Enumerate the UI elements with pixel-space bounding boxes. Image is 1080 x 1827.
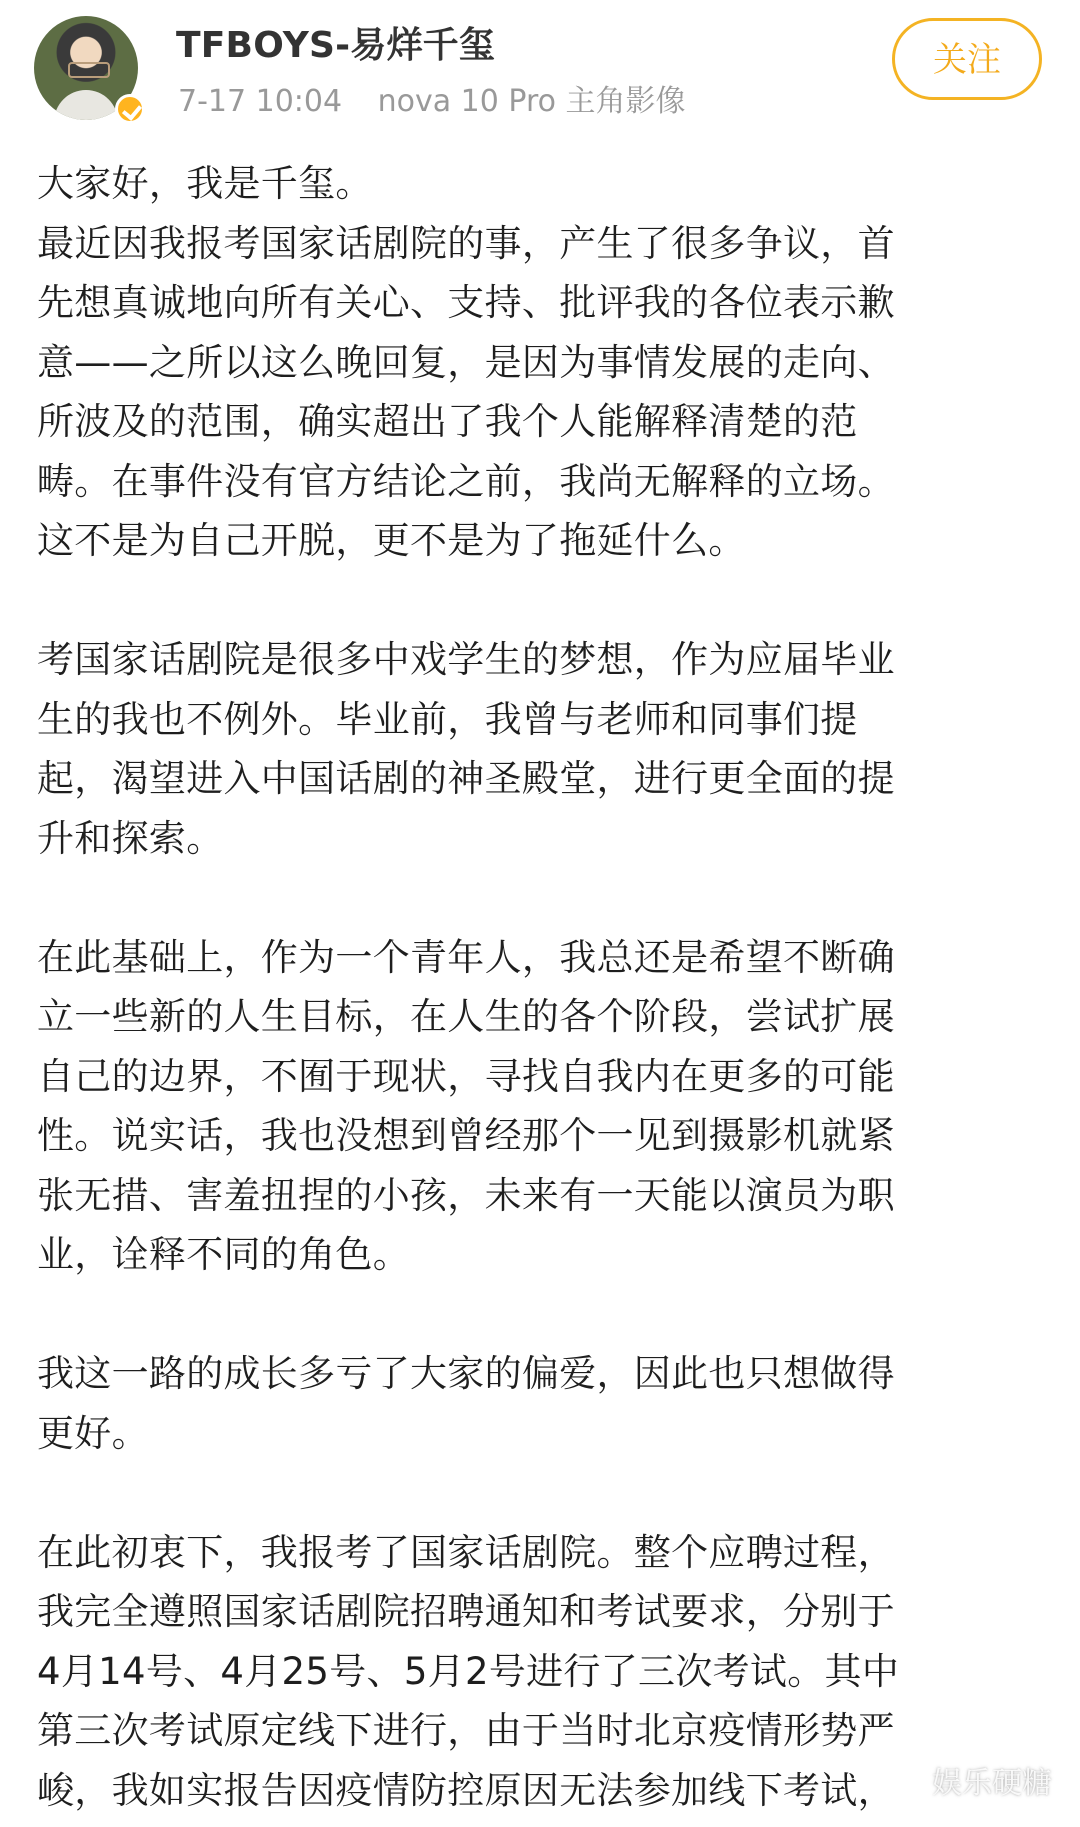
text-line: 生的我也不例外。毕业前，我曾与老师和同事们提	[37, 697, 858, 741]
text-line: 畴。在事件没有官方结论之前，我尚无解释的立场。	[37, 459, 895, 503]
post-device: nova 10 Pro 主角影像	[377, 84, 686, 119]
text-line: 我完全遵照国家话剧院招聘通知和考试要求，分别于	[37, 1590, 895, 1633]
text-line: 升和探索。	[37, 816, 224, 860]
paragraph	[37, 1344, 1043, 1463]
text-line: 最近因我报考国家话剧院的事，产生了很多争议，首	[37, 221, 895, 265]
text-line: 立一些新的人生目标，在人生的各个阶段，尝试扩展	[37, 995, 895, 1038]
text-line: 更好。	[37, 1411, 149, 1455]
text-line: 第三次考试原定线下进行，由于当时北京疫情形势严	[37, 1709, 895, 1752]
text-line: 先想真诚地向所有关心、支持、批评我的各位表示歉	[37, 281, 895, 324]
text-line: 在此基础上，作为一个青年人，我总还是希望不断确	[37, 935, 895, 979]
text-line: 4月14号、4月25号、5月2号进行了三次考试。其中	[37, 1649, 900, 1693]
text-line: 考国家话剧院是很多中戏学生的梦想，作为应届毕业	[37, 638, 895, 681]
verified-badge-icon	[115, 94, 145, 124]
text-line: 我这一路的成长多亏了大家的偏爱，因此也只想做得	[37, 1352, 895, 1395]
paragraph	[37, 1523, 1043, 1821]
paragraph	[37, 154, 1043, 571]
text-line: 意——之所以这么晚回复，是因为事情发展的走向、	[37, 340, 895, 384]
text-line: 自己的边界，不囿于现状，寻找自我内在更多的可能	[37, 1054, 895, 1098]
text-line: 起，渴望进入中国话剧的神圣殿堂，进行更全面的提	[37, 757, 895, 800]
watermark: 娱乐硬糖	[932, 1766, 1052, 1801]
text-line: 张无措、害羞扭捏的小孩，未来有一天能以演员为职	[37, 1173, 895, 1217]
text-line: 这不是为自己开脱，更不是为了拖延什么。	[37, 519, 746, 562]
text-line: 业，诠释不同的角色。	[37, 1233, 410, 1276]
paragraph	[37, 630, 1043, 868]
text-line: 峻，我如实报告因疫情防控原因无法参加线下考试，	[37, 1768, 895, 1812]
username[interactable]: TFBOYS-易烊千玺	[176, 25, 496, 66]
post-header	[0, 0, 1080, 140]
post-meta	[178, 84, 686, 120]
text-line: 大家好，我是千玺。	[37, 162, 373, 205]
text-line: 在此初衷下，我报考了国家话剧院。整个应聘过程，	[37, 1530, 895, 1574]
text-line: 性。说实话，我也没想到曾经那个一见到摄影机就紧	[37, 1114, 895, 1157]
follow-button[interactable]: 关注	[892, 18, 1042, 100]
text-line: 所波及的范围，确实超出了我个人能解释清楚的范	[37, 400, 858, 443]
paragraph	[37, 928, 1043, 1285]
post-body	[37, 154, 1043, 1820]
post-time: 7-17 10:04	[178, 84, 343, 119]
